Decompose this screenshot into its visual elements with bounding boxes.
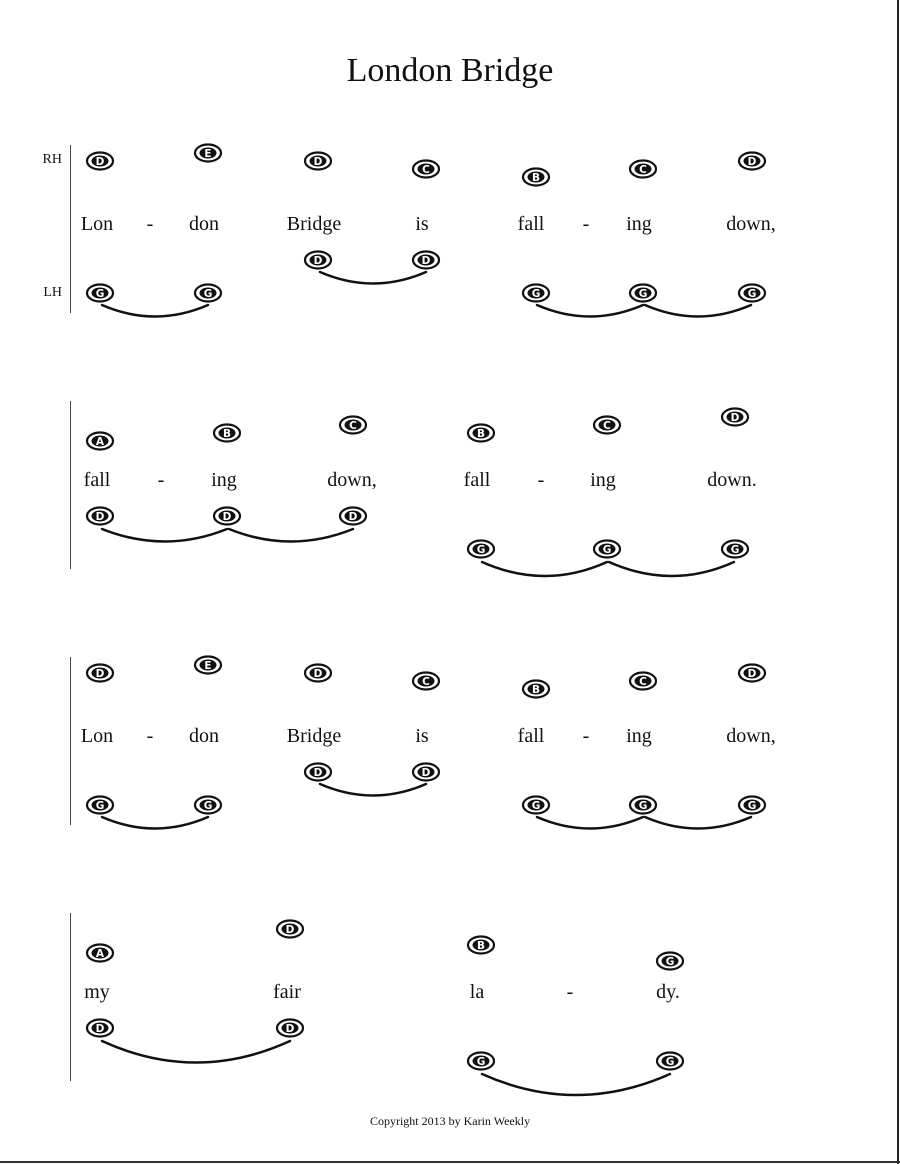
svg-text:C: C bbox=[349, 420, 357, 432]
lyric-hyphen: - bbox=[146, 725, 154, 747]
lh-note bbox=[193, 795, 223, 815]
svg-text:D: D bbox=[285, 924, 295, 936]
lyric-syllable: Lon bbox=[80, 213, 114, 235]
svg-text:B: B bbox=[531, 684, 541, 696]
rh-note bbox=[628, 671, 658, 691]
song-title: London Bridge bbox=[346, 52, 554, 89]
svg-text:B: B bbox=[476, 940, 486, 952]
lyric-syllable: la bbox=[469, 981, 485, 1003]
svg-text:G: G bbox=[531, 288, 541, 300]
rh-note bbox=[193, 143, 223, 163]
rh-note bbox=[212, 423, 242, 443]
rh-note bbox=[592, 415, 622, 435]
lh-note bbox=[592, 539, 622, 559]
music-system-1 bbox=[0, 140, 900, 370]
svg-text:G: G bbox=[638, 800, 648, 812]
lh-note bbox=[655, 1051, 685, 1071]
svg-text:G: G bbox=[531, 800, 541, 812]
svg-text:G: G bbox=[665, 1056, 675, 1068]
svg-text:G: G bbox=[747, 800, 757, 812]
page-bottom-edge bbox=[0, 1161, 900, 1163]
rh-note bbox=[628, 159, 658, 179]
svg-text:C: C bbox=[639, 164, 647, 176]
music-system-3 bbox=[0, 652, 900, 882]
rh-note bbox=[466, 935, 496, 955]
lyric-syllable: ing bbox=[211, 469, 237, 491]
svg-text:G: G bbox=[203, 288, 213, 300]
svg-text:G: G bbox=[95, 800, 105, 812]
svg-text:D: D bbox=[95, 156, 105, 168]
lh-note bbox=[85, 283, 115, 303]
svg-text:A: A bbox=[95, 436, 105, 448]
rh-note bbox=[411, 671, 441, 691]
lyric-syllable: fair bbox=[273, 981, 301, 1003]
lh-note bbox=[737, 283, 767, 303]
rh-note bbox=[655, 951, 685, 971]
lyric-syllable: fall bbox=[517, 213, 545, 235]
lh-note bbox=[303, 250, 333, 270]
lyric-hyphen: - bbox=[537, 469, 545, 491]
lyric-syllable: don bbox=[189, 725, 219, 747]
lyric-syllable: ing bbox=[626, 725, 652, 747]
svg-text:D: D bbox=[313, 668, 323, 680]
slur bbox=[102, 817, 208, 829]
system-barline bbox=[70, 145, 71, 313]
lh-note bbox=[466, 1051, 496, 1071]
svg-text:G: G bbox=[638, 288, 648, 300]
system-barline bbox=[70, 657, 71, 825]
rh-note bbox=[275, 919, 305, 939]
lyric-syllable: my bbox=[84, 981, 110, 1003]
rh-note bbox=[338, 415, 368, 435]
lyric-syllable: fall bbox=[83, 469, 111, 491]
slur-group bbox=[0, 140, 900, 370]
slur-group bbox=[0, 652, 900, 882]
slur bbox=[102, 1041, 290, 1063]
lh-note bbox=[85, 506, 115, 526]
svg-text:D: D bbox=[95, 1023, 105, 1035]
lyric-syllable: Bridge bbox=[286, 213, 342, 235]
rh-note bbox=[466, 423, 496, 443]
slur bbox=[482, 1074, 670, 1095]
svg-text:B: B bbox=[476, 428, 486, 440]
lh-note bbox=[85, 1018, 115, 1038]
svg-text:C: C bbox=[639, 676, 647, 688]
lh-note bbox=[521, 283, 551, 303]
svg-text:D: D bbox=[421, 255, 431, 267]
lh-note bbox=[338, 506, 368, 526]
svg-text:D: D bbox=[747, 668, 757, 680]
lyric-syllable: dy. bbox=[656, 981, 680, 1003]
lyric-syllable: ing bbox=[590, 469, 616, 491]
rh-note bbox=[521, 167, 551, 187]
lyric-syllable: fall bbox=[463, 469, 491, 491]
svg-text:B: B bbox=[531, 172, 541, 184]
svg-text:D: D bbox=[421, 767, 431, 779]
lh-note bbox=[85, 795, 115, 815]
slur bbox=[537, 817, 643, 829]
lyric-syllable: don bbox=[189, 213, 219, 235]
lh-note bbox=[275, 1018, 305, 1038]
lyric-syllable: is bbox=[415, 725, 429, 747]
lh-note bbox=[628, 795, 658, 815]
svg-text:D: D bbox=[313, 767, 323, 779]
lyric-hyphen: - bbox=[582, 213, 590, 235]
music-system-4 bbox=[0, 908, 900, 1138]
svg-text:D: D bbox=[285, 1023, 295, 1035]
svg-text:D: D bbox=[730, 412, 740, 424]
lyric-hyphen: - bbox=[157, 469, 165, 491]
svg-text:E: E bbox=[204, 148, 212, 160]
lyric-syllable: Bridge bbox=[286, 725, 342, 747]
lyric-hyphen: - bbox=[566, 981, 574, 1003]
slur bbox=[482, 562, 607, 576]
copyright-notice: Copyright 2013 by Karin Weekly bbox=[369, 1114, 531, 1128]
svg-text:C: C bbox=[422, 164, 430, 176]
svg-text:D: D bbox=[747, 156, 757, 168]
slur bbox=[102, 529, 227, 542]
svg-text:D: D bbox=[222, 511, 232, 523]
svg-text:D: D bbox=[313, 156, 323, 168]
rh-label: RH bbox=[42, 152, 62, 167]
lh-note bbox=[193, 283, 223, 303]
lh-note bbox=[303, 762, 333, 782]
svg-text:G: G bbox=[95, 288, 105, 300]
rh-note bbox=[85, 943, 115, 963]
svg-text:B: B bbox=[222, 428, 232, 440]
system-barline bbox=[70, 913, 71, 1081]
lh-label: LH bbox=[43, 285, 62, 300]
rh-note bbox=[720, 407, 750, 427]
lyric-syllable: down, bbox=[726, 213, 776, 235]
slur bbox=[320, 784, 426, 796]
lh-note bbox=[411, 762, 441, 782]
svg-text:D: D bbox=[95, 511, 105, 523]
lh-note bbox=[737, 795, 767, 815]
svg-text:G: G bbox=[665, 956, 675, 968]
rh-note bbox=[85, 151, 115, 171]
svg-text:G: G bbox=[476, 544, 486, 556]
rh-note bbox=[737, 151, 767, 171]
slur bbox=[102, 305, 208, 317]
rh-note bbox=[193, 655, 223, 675]
lh-note bbox=[411, 250, 441, 270]
svg-text:D: D bbox=[95, 668, 105, 680]
music-system-2 bbox=[0, 396, 900, 626]
rh-note bbox=[303, 663, 333, 683]
rh-note bbox=[737, 663, 767, 683]
svg-text:D: D bbox=[348, 511, 358, 523]
lh-note bbox=[720, 539, 750, 559]
slur-group bbox=[0, 396, 900, 626]
lh-note bbox=[466, 539, 496, 559]
lyric-hyphen: - bbox=[582, 725, 590, 747]
slur bbox=[537, 305, 643, 317]
lyric-syllable: down, bbox=[327, 469, 377, 491]
svg-text:G: G bbox=[602, 544, 612, 556]
slur-group bbox=[0, 908, 900, 1138]
slur bbox=[645, 817, 751, 829]
svg-text:G: G bbox=[730, 544, 740, 556]
svg-text:G: G bbox=[203, 800, 213, 812]
svg-text:E: E bbox=[204, 660, 212, 672]
lyric-syllable: fall bbox=[517, 725, 545, 747]
lyric-syllable: ing bbox=[626, 213, 652, 235]
svg-text:G: G bbox=[747, 288, 757, 300]
system-barline bbox=[70, 401, 71, 569]
rh-note bbox=[85, 431, 115, 451]
lyric-hyphen: - bbox=[146, 213, 154, 235]
slur bbox=[645, 305, 751, 317]
slur bbox=[320, 272, 426, 284]
slur bbox=[229, 529, 353, 542]
lyric-syllable: down, bbox=[726, 725, 776, 747]
lh-note bbox=[212, 506, 242, 526]
rh-note bbox=[411, 159, 441, 179]
svg-text:D: D bbox=[313, 255, 323, 267]
rh-note bbox=[303, 151, 333, 171]
svg-text:G: G bbox=[476, 1056, 486, 1068]
lyric-syllable: down. bbox=[707, 469, 757, 491]
lyric-syllable: Lon bbox=[80, 725, 114, 747]
svg-text:A: A bbox=[95, 948, 105, 960]
lyric-syllable: is bbox=[415, 213, 429, 235]
slur bbox=[609, 562, 734, 576]
lh-note bbox=[521, 795, 551, 815]
rh-note bbox=[521, 679, 551, 699]
rh-note bbox=[85, 663, 115, 683]
svg-text:C: C bbox=[422, 676, 430, 688]
svg-text:C: C bbox=[603, 420, 611, 432]
lh-note bbox=[628, 283, 658, 303]
